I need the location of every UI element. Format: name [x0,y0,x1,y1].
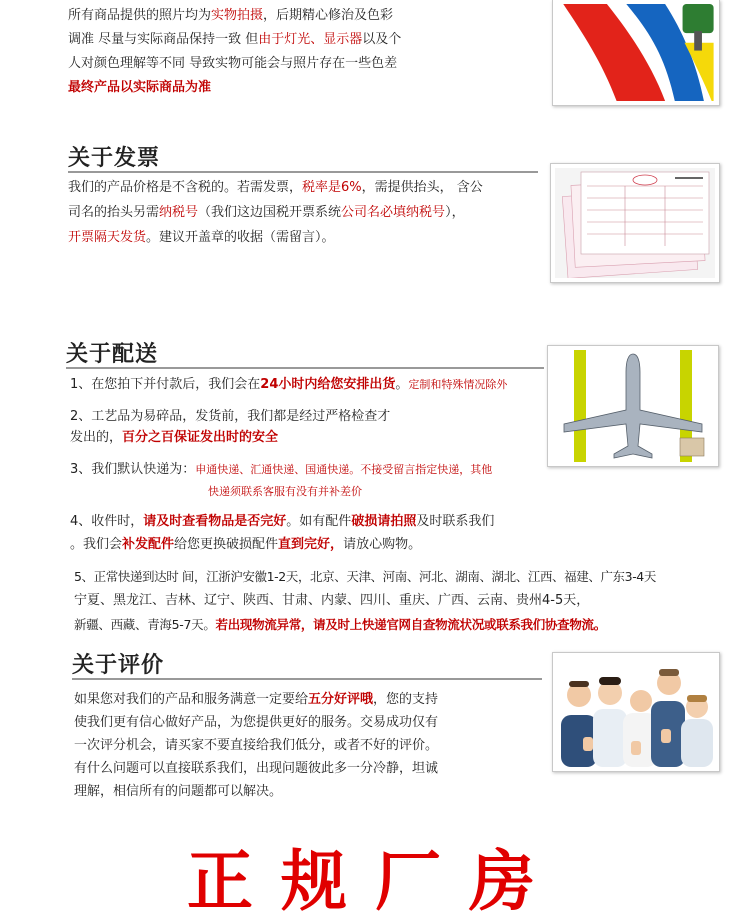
review-line-5: 理解，相信所有的问题都可以解决。 [74,784,283,799]
delivery-item-2-line-2: 发出的，百分之百保证发出时的安全 [70,430,279,445]
airplane-illustration [552,350,714,462]
paint-roller-illustration [557,4,715,101]
delivery-item-5-line-3: 新疆、西藏、青海5-7天。若出现物流异常，请及时上快递官网自查物流状况或联系我们协查物流。 [74,617,606,632]
photo-notice-line-3: 人对颜色理解等不同 导致实物可能会与照片存在一些色差 [68,56,398,71]
delivery-item-2-line-1: 2、工艺品为易碎品，发货前，我们都是经过严格检查才 [70,409,391,424]
thumbs-up-team-illustration [557,657,715,767]
review-line-2: 使我们更有信心做好产品，为您提供更好的服务。交易成功仅有 [74,715,439,730]
invoice-line-2: 司名的抬头另需纳税号（我们这边国税开票系统公司名必填纳税号）， [68,205,465,220]
delivery-item-3-line-1: 3、我们默认快递为：申通快递、汇通快递、国通快递。不接受留言指定快递，其他 [70,462,493,477]
review-line-1: 如果您对我们的产品和服务满意一定要给五分好评哦，您的支持 [74,692,439,707]
review-image [552,652,720,772]
delivery-divider [66,367,544,369]
invoice-line-3: 开票隔天发货。建议开盖章的收据（需留言）。 [68,230,335,245]
delivery-image [547,345,719,467]
review-divider [72,678,542,680]
photo-notice-line-2: 调准 尽量与实际商品保持一致 但由于灯光、显示器以及个 [68,32,402,47]
delivery-item-4-line-2: 。我们会补发配件给您更换破损配件直到完好，请放心购物。 [70,537,422,552]
delivery-item-4-line-1: 4、收件时，请及时查看物品是否完好。如有配件破损请拍照及时联系我们 [70,514,495,529]
factory-title: 正规厂房 [187,843,563,918]
invoice-stack-illustration [555,168,715,278]
delivery-item-5-line-2: 宁夏、黑龙江、吉林、辽宁、陕西、甘肃、内蒙、四川、重庆、广西、云南、贵州4-5天， [74,593,590,608]
review-line-4: 有什么问题可以直接联系我们，出现问题彼此多一分冷静，坦诚 [74,761,439,776]
invoice-divider [68,171,538,173]
photo-notice-line-1: 所有商品提供的照片均为实物拍摄，后期精心修治及色彩 [68,8,394,23]
invoice-heading: 关于发票 [68,146,161,171]
delivery-item-1: 1、在您拍下并付款后，我们会在24小时内给您安排出货。定制和特殊情况除外 [70,377,508,392]
invoice-image [550,163,720,283]
invoice-line-1: 我们的产品价格是不含税的。若需发票，税率是6%，需提供抬头， 含公 [68,180,483,195]
delivery-item-5-line-1: 5、正常快递到达时 间，江浙沪安徽1-2天，北京、天津、河南、河北、湖南、湖北、江西、福建、广东3-4天 [74,569,656,584]
delivery-heading: 关于配送 [66,342,159,367]
review-line-3: 一次评分机会，请买家不要直接给我们低分，或者不好的评价。 [74,738,439,753]
photo-notice-line-4: 最终产品以实际商品为准 [68,80,212,95]
paint-roller-image [552,0,720,106]
review-heading: 关于评价 [72,653,165,678]
delivery-item-3-line-2: 快递须联系客服有没有并补差价 [208,485,362,498]
